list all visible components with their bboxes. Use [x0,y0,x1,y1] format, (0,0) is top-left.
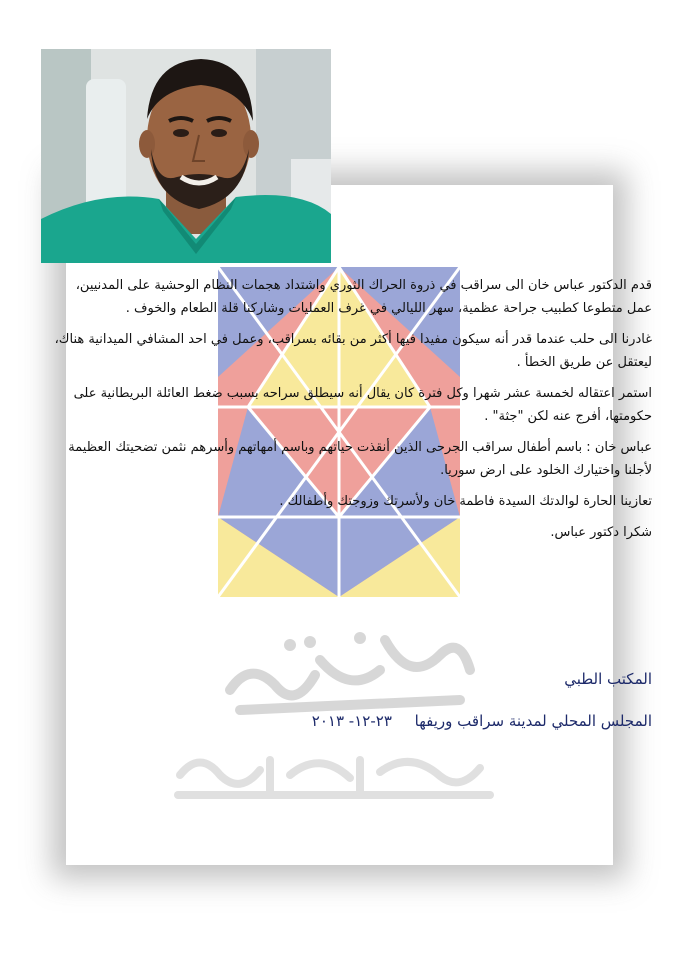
signature-council [52,712,652,730]
signature-date: ٢٣-١٢- ٢٠١٣ [311,712,392,730]
portrait-photo [41,49,331,263]
paragraph-tribute: عباس خان : باسم أطفال سراقب الجرحى الذين أنقذت حياتهم وباسم أمهاتهم وأسرهم نثمن تضحيتك العظيمة لأجلنا واختيارك الخلود على ارض سوريا. [68,440,652,478]
paragraph-arrival: قدم الدكتور عباس خان الى سراقب في ذروة الحراك الثوري واشتداد هجمات النظام الوحشية على المدنيين، عمل متطوعا كطبيب جراحة عظمية، سهر الليالي في غرف العمليات وشاركنا قلة الطعام والخوف . [75,278,652,316]
letter-body [52,274,652,552]
council-logo-watermark [160,600,520,820]
council-name: المجلس المحلي لمدينة سراقب وريفها [414,712,652,730]
signature-office: المكتب الطبي [564,670,652,688]
paragraph-condolences: تعازينا الحارة لوالدتك السيدة فاطمة خان ولأسرتك وزوجتك وأطفالك . [279,494,652,509]
paragraph-detention: استمر اعتقاله لخمسة عشر شهرا وكل فترة كان يقال أنه سيطلق سراحه بسبب ضغط العائلة البريطانية على حكومتها، أفرج عنه لكن "جثة" . [73,386,652,424]
paragraph-aleppo: غادرنا الى حلب عندما قدر أنه سيكون مفيدا فيها أكثر من بقائه بسراقب، وعمل في احد المشافي الميدانية هناك، ليعتقل عن طريق الخطأ . [54,332,652,370]
paragraph-thanks: شكرا دكتور عباس. [550,525,652,540]
